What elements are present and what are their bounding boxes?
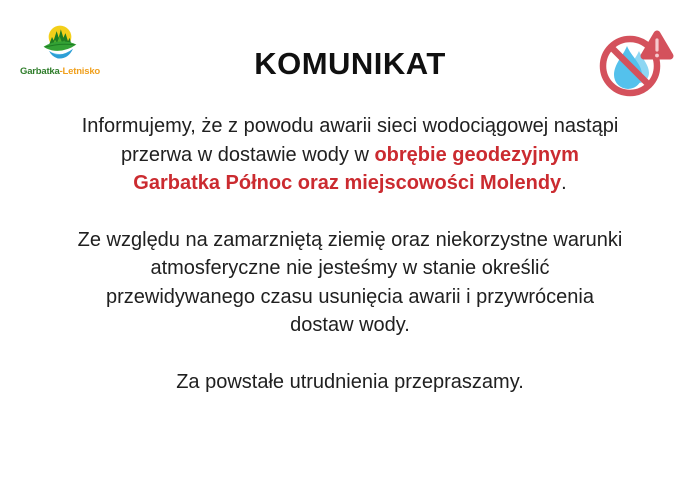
p2-line2: atmosferyczne nie jesteśmy w stanie określić bbox=[150, 257, 550, 279]
logo-text-letnisko: -Letnisko bbox=[59, 66, 101, 77]
p1-line3-period: . bbox=[561, 172, 567, 194]
p1-line1: Informujemy, że z powodu awarii sieci wodociągowej nastąpi bbox=[81, 115, 619, 137]
p2-line3: przewidywanego czasu usunięcia awarii i przywrócenia bbox=[105, 285, 594, 308]
p1-line3-highlight: Garbatka Północ oraz miejscowości Molendy bbox=[133, 172, 562, 194]
paragraph-repair-conditions bbox=[20, 226, 680, 340]
paragraph-apology: Za powstałe utrudnienia przepraszamy. bbox=[176, 370, 524, 393]
announcement-body bbox=[20, 112, 680, 424]
p2-line1: Ze względu na zamarzniętą ziemię oraz niekorzystne warunki bbox=[77, 228, 623, 251]
page-title: KOMUNIKAT bbox=[254, 46, 446, 81]
p1-line2-highlight: obrębie geodezyjnym bbox=[374, 143, 579, 166]
logo-text-garbatka: Garbatka bbox=[20, 66, 60, 77]
p1-line2-text: przerwa w dostawie wody w bbox=[121, 143, 375, 166]
paragraph-outage-info bbox=[20, 112, 680, 198]
p2-line4: dostaw wody. bbox=[290, 314, 410, 336]
no-water-warning-icon bbox=[594, 27, 678, 107]
